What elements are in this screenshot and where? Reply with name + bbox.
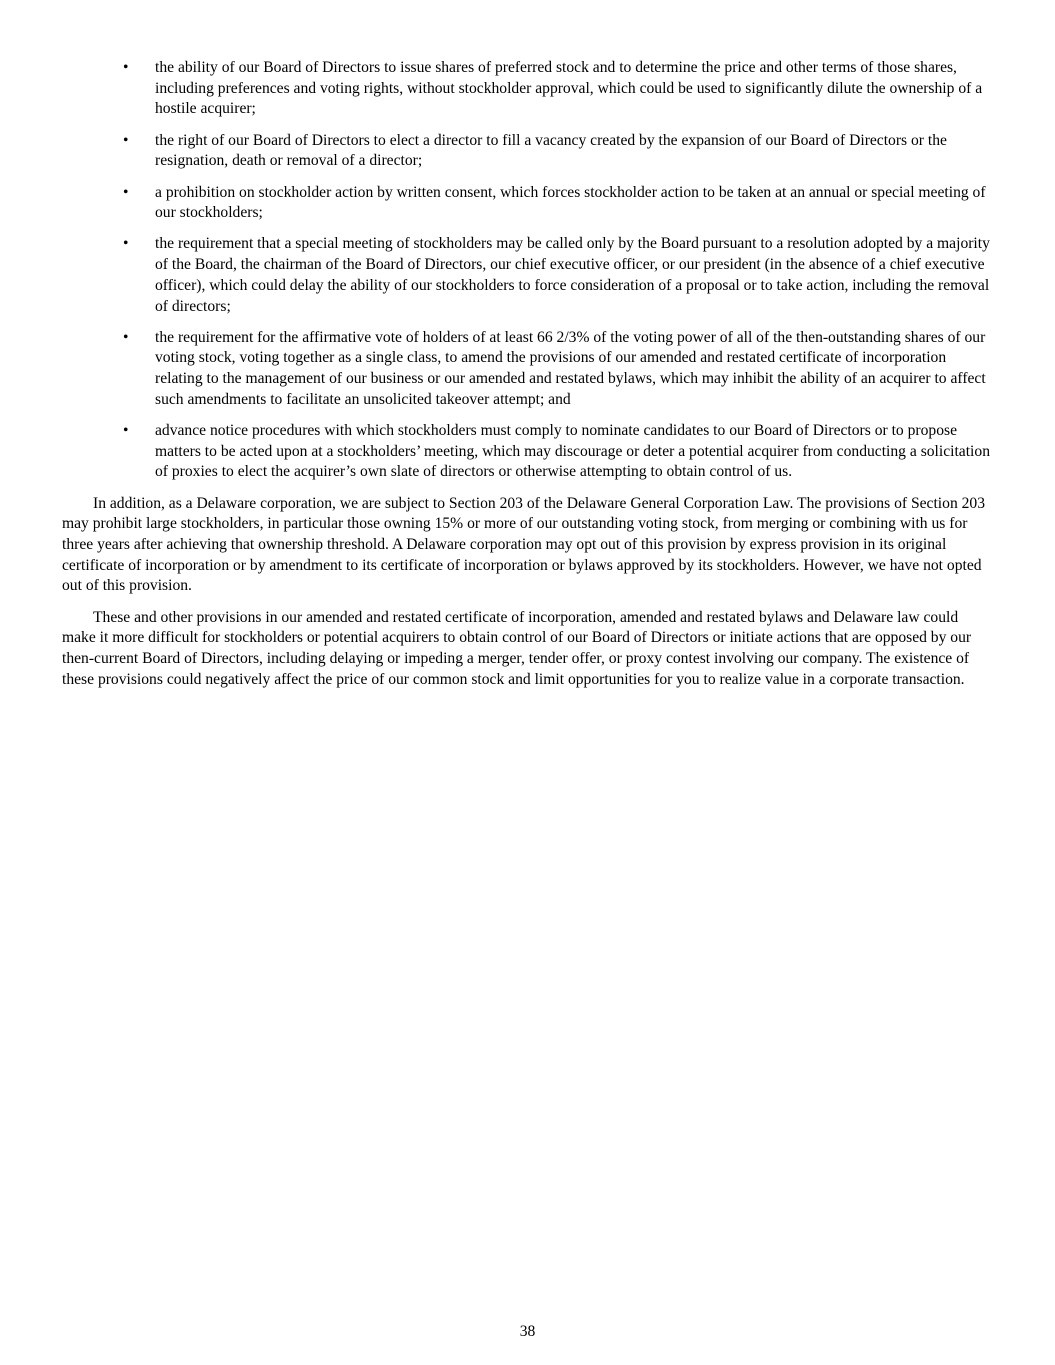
list-item-text: the ability of our Board of Directors to issue shares of preferred stock and to determine the price and other terms of those shares, including preferences and voting rights, without stockholder approval, which could be used to significantly dilute the ownership of a hostile acquirer; xyxy=(155,59,983,118)
provisions-effect-paragraph: These and other provisions in our amended and restated certificate of incorporation, amended and restated bylaws and Delaware law could make it more difficult for stockholders or potential acquirers to obtain control of our Board of Directors or initiate actions that are opposed by our then-current Board of Directors, including delaying or impeding a merger, tender offer, or proxy contest involving our company. The existence of these provisions could negatively affect the price of our common stock and limit opportunities for you to realize value in a corporate transaction. xyxy=(62,608,972,688)
list-item-text: the requirement that a special meeting of stockholders may be called only by the Board pursuant to a resolution adopted by a majority of the Board, the chairman of the Board of Directors, our chief executive officer, or our president (in the absence of a chief executive officer), which could delay the ability of our stockholders to force consideration of a proposal or to take action, including the removal of directors; xyxy=(155,235,990,315)
document-page xyxy=(62,58,994,701)
list-item xyxy=(62,328,994,411)
list-item-text: a prohibition on stockholder action by written consent, which forces stockholder action to be taken at an annual or special meeting of our stockholders; xyxy=(155,183,986,222)
anti-takeover-provisions-list xyxy=(62,58,994,483)
list-item xyxy=(62,234,994,317)
list-item xyxy=(62,183,994,224)
bullet-icon: • xyxy=(123,183,129,201)
list-item xyxy=(62,131,994,172)
delaware-section-203-paragraph: In addition, as a Delaware corporation, we are subject to Section 203 of the Delaware General Corporation Law. The provisions of Section 203 may prohibit large stockholders, in particular those owning 15% or more of our outstanding voting stock, from merging or combining with us for three years after achieving that ownership threshold. A Delaware corporation may opt out of this provision by express provision in its original certificate of incorporation or by amendment to its certificate of incorporation or bylaws approved by its stockholders. However, we have not opted out of this provision. xyxy=(62,494,986,595)
bullet-icon: • xyxy=(123,328,129,346)
list-item-text: the right of our Board of Directors to elect a director to fill a vacancy created by the expansion of our Board of Directors or the resignation, death or removal of a director; xyxy=(155,131,947,170)
bullet-icon: • xyxy=(123,235,129,253)
list-item xyxy=(62,421,994,483)
page-number: 38 xyxy=(519,1323,536,1340)
list-item-text: advance notice procedures with which stockholders must comply to nominate candidates to our Board of Directors or to propose matters to be acted upon at a stockholders’ meeting, which may discourage or deter a potential acquirer from conducting a solicitation of proxies to elect the acquirer’s own slate of directors or otherwise attempting to obtain control of us. xyxy=(155,422,990,481)
bullet-icon: • xyxy=(123,131,129,149)
bullet-icon: • xyxy=(123,59,129,76)
list-item-text: the requirement for the affirmative vote of holders of at least 66 2/3% of the voting power of all of the then-outstanding shares of our voting stock, voting together as a single class, to amend the provisions of our amended and restated certificate of incorporation relating to the management of our business or our amended and restated bylaws, which may inhibit the ability of an acquirer to affect such amendments to facilitate an unsolicited takeover attempt; and xyxy=(155,328,986,408)
list-item xyxy=(62,58,994,120)
bullet-icon: • xyxy=(123,422,129,440)
